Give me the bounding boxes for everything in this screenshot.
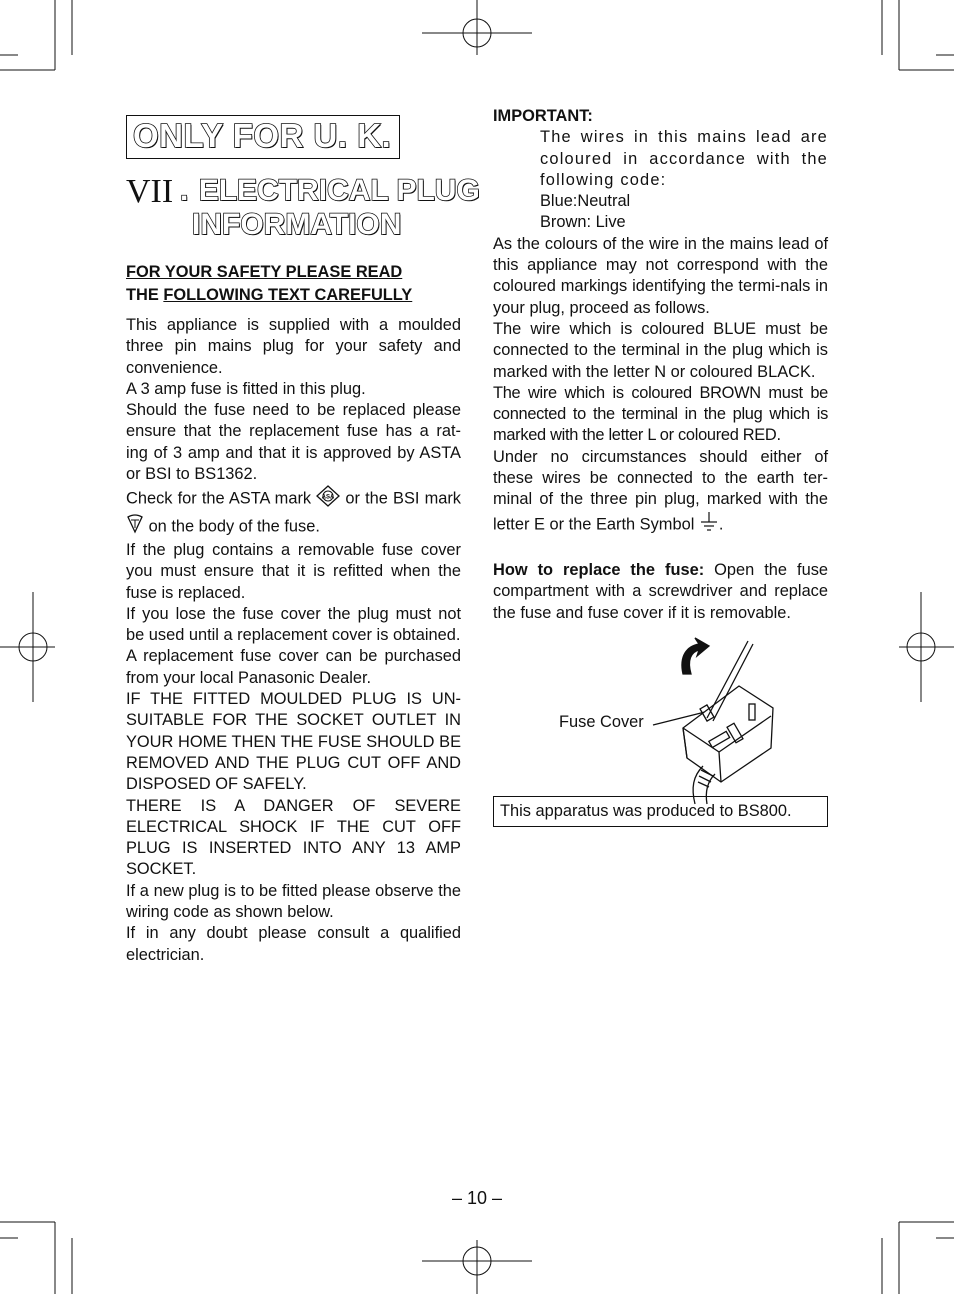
safety-line1: FOR YOUR SAFETY PLEASE READ: [126, 263, 403, 281]
asta-mark-icon: [316, 485, 340, 513]
para-supplied: This appliance is supplied with a moulded three pin mains plug for your safety and convenience.: [126, 316, 461, 377]
section-title: [126, 169, 480, 247]
para-how-to-replace: How to replace the fuse: Open the fuse compartment with a screwdriver and replace the fuse and fuse cover if it is removable.: [493, 560, 829, 622]
code-brown: Brown: Live: [540, 213, 626, 232]
para-earth-warning: Under no circumstances should either of these wires be connected to the earth ter-minal of the three pin plug, marked with the letter E or the Earth Symbol .: [493, 447, 828, 539]
page-number: – 10 –: [451, 1188, 503, 1208]
para-danger: THERE IS A DANGER OF SEVERE ELECTRICAL SHOCK IF THE CUT OFF PLUG IS INSERTED INTO ANY 13 AMP SOCKET.: [126, 796, 461, 879]
para-fuse-rating: A 3 amp fuse is fitted in this plug.: [126, 379, 366, 398]
svg-text:ASA: ASA: [321, 494, 335, 501]
plug-illustration: [643, 636, 833, 806]
para-check-marks: Check for the ASTA mark ASA or the BSI mark on the body of the fuse.: [126, 485, 461, 540]
section-number: VII: [126, 173, 174, 210]
para-consult: If in any doubt please consult a qualified electrician.: [126, 924, 461, 964]
para-replace-fuse: Should the fuse need to be replaced please ensure that the replacement fuse has a rat-ing of 3 amp and that it is approved by ASTA or BSI to BS1362.: [126, 401, 461, 484]
fuse-cover-label: Fuse Cover: [559, 712, 644, 731]
title-dot: .: [180, 174, 189, 207]
left-column: [126, 115, 480, 966]
important-text: The wires in this mains lead are coloured in accordance with the following code:: [540, 128, 828, 189]
region-label: ONLY FOR U. K.: [126, 115, 400, 159]
section-title-line1: . ELECTRICAL PLUG: [180, 174, 480, 207]
para-colours: As the colours of the wire in the mains lead of this appliance may not correspond with the coloured markings identifying the termi-nals in your plug, proceed as follows.: [493, 234, 828, 317]
plug-figure: [493, 636, 828, 796]
bs800-note: This apparatus was produced to BS800.: [493, 796, 828, 827]
section-title-line2: INFORMATION: [192, 208, 402, 241]
safety-heading: [126, 261, 461, 307]
how-heading: How to replace the fuse:: [493, 560, 705, 579]
para-unsuitable-plug: IF THE FITTED MOULDED PLUG IS UN-SUITABLE FOR THE SOCKET OUTLET IN YOUR HOME THEN THE FUSE SHOULD BE REMOVED AND THE PLUG CUT OFF AND DISPOSED OF SAFELY.: [126, 690, 461, 794]
code-blue: Blue:Neutral: [540, 192, 631, 211]
bsi-kitemark-icon: [126, 514, 144, 540]
para-blue-wire: The wire which is coloured BLUE must be connected to the terminal in the plug which is marked with the letter N or coloured BLACK.: [493, 319, 828, 381]
important-heading: IMPORTANT:: [493, 107, 593, 125]
para-fuse-cover: If the plug contains a removable fuse cover you must ensure that it is refitted when the fuse is replaced.: [126, 540, 461, 602]
para-brown-wire: The wire which is coloured BROWN must be connected to the terminal in the plug which is marked with the letter L or coloured RED.: [493, 383, 828, 445]
safety-line2: THE FOLLOWING TEXT CAREFULLY: [126, 286, 413, 304]
right-column: [493, 106, 828, 827]
earth-symbol-icon: [699, 511, 719, 539]
para-lose-cover: If you lose the fuse cover the plug must not be used until a replacement cover is obtained.: [126, 604, 461, 645]
para-new-plug: If a new plug is to be fitted please observe the wiring code as shown below.: [126, 881, 461, 922]
para-purchase-cover: A replacement fuse cover can be purchased from your local Panasonic Dealer.: [126, 647, 461, 687]
